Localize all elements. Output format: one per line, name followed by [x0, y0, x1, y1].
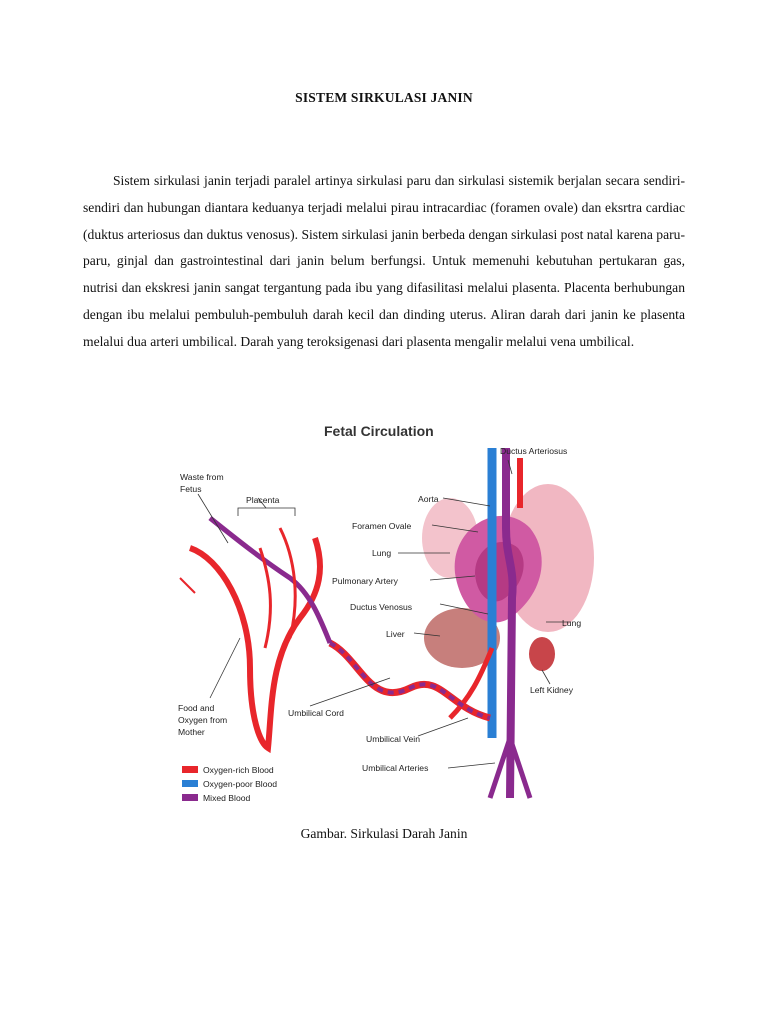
label-ductus-arteriosus: Ductus Arteriosus	[500, 446, 568, 456]
label-placenta: Placenta	[246, 495, 280, 505]
label-left-kidney: Left Kidney	[530, 685, 573, 695]
legend-swatch-oxygen-poor	[182, 780, 198, 787]
label-aorta: Aorta	[418, 494, 439, 504]
label-food-and: Food and	[178, 703, 215, 713]
label-fetus: Fetus	[180, 484, 202, 494]
label-umbilical-vein: Umbilical Vein	[366, 734, 420, 744]
label-lung-left: Lung	[372, 548, 392, 558]
body-paragraph: Sistem sirkulasi janin terjadi paralel artinya sirkulasi paru dan sirkulasi sistemik berjalan secara sendiri-sendiri dan hubungan diantara keduanya terjadi melalui pirau intracardiac (foramen ovale) dan eksrtra cardiac (duktus arteriosus dan duktus venosus). Sistem sirkulasi janin berbeda dengan sirkulasi post natal karena paru-paru, ginjal dan gastrointestinal dari janin belum berfungsi. Untuk memenuhi kebutuhan pertukaran gas, nutrisi dan ekskresi janin sangat tergantung pada ibu yang difasilitasi melalui plasenta. Placenta berhubungan dengan ibu melalui pembuluh-pembuluh darah kecil dan dinding uterus. Aliran darah dari janin ke plasenta melalui dua arteri umbilical. Darah yang teroksigenasi dari plasenta mengalir melalui vena umbilical.	[83, 173, 685, 349]
label-umbilical-arteries: Umbilical Arteries	[362, 763, 429, 773]
placenta-bracket	[238, 508, 295, 516]
label-pulmonary-artery: Pulmonary Artery	[332, 576, 398, 586]
figure-legend	[182, 765, 277, 803]
label-liver: Liver	[386, 629, 405, 639]
legend-label-mixed: Mixed Blood	[203, 793, 251, 803]
legend-label-oxygen-rich: Oxygen-rich Blood	[203, 765, 274, 775]
label-mother: Mother	[178, 727, 205, 737]
figure-caption: Gambar. Sirkulasi Darah Janin	[300, 826, 468, 841]
flow-arrow-left	[180, 578, 195, 593]
label-oxygen-from: Oxygen from	[178, 715, 228, 725]
label-foramen-ovale: Foramen Ovale	[352, 521, 412, 531]
legend-swatch-mixed	[182, 794, 198, 801]
legend-label-oxygen-poor: Oxygen-poor Blood	[203, 779, 278, 789]
label-waste-from: Waste from	[180, 472, 224, 482]
document-title: SISTEM SIRKULASI JANIN	[295, 90, 473, 105]
label-ductus-venosus: Ductus Venosus	[350, 602, 413, 612]
fetal-circulation-diagram	[150, 408, 610, 828]
figure-title: Fetal Circulation	[324, 423, 434, 439]
legend-swatch-oxygen-rich	[182, 766, 198, 773]
label-lung-right: Lung	[562, 618, 582, 628]
fetal-circulation-figure	[150, 408, 610, 828]
kidney-shape	[529, 637, 555, 671]
label-umbilical-cord: Umbilical Cord	[288, 708, 344, 718]
